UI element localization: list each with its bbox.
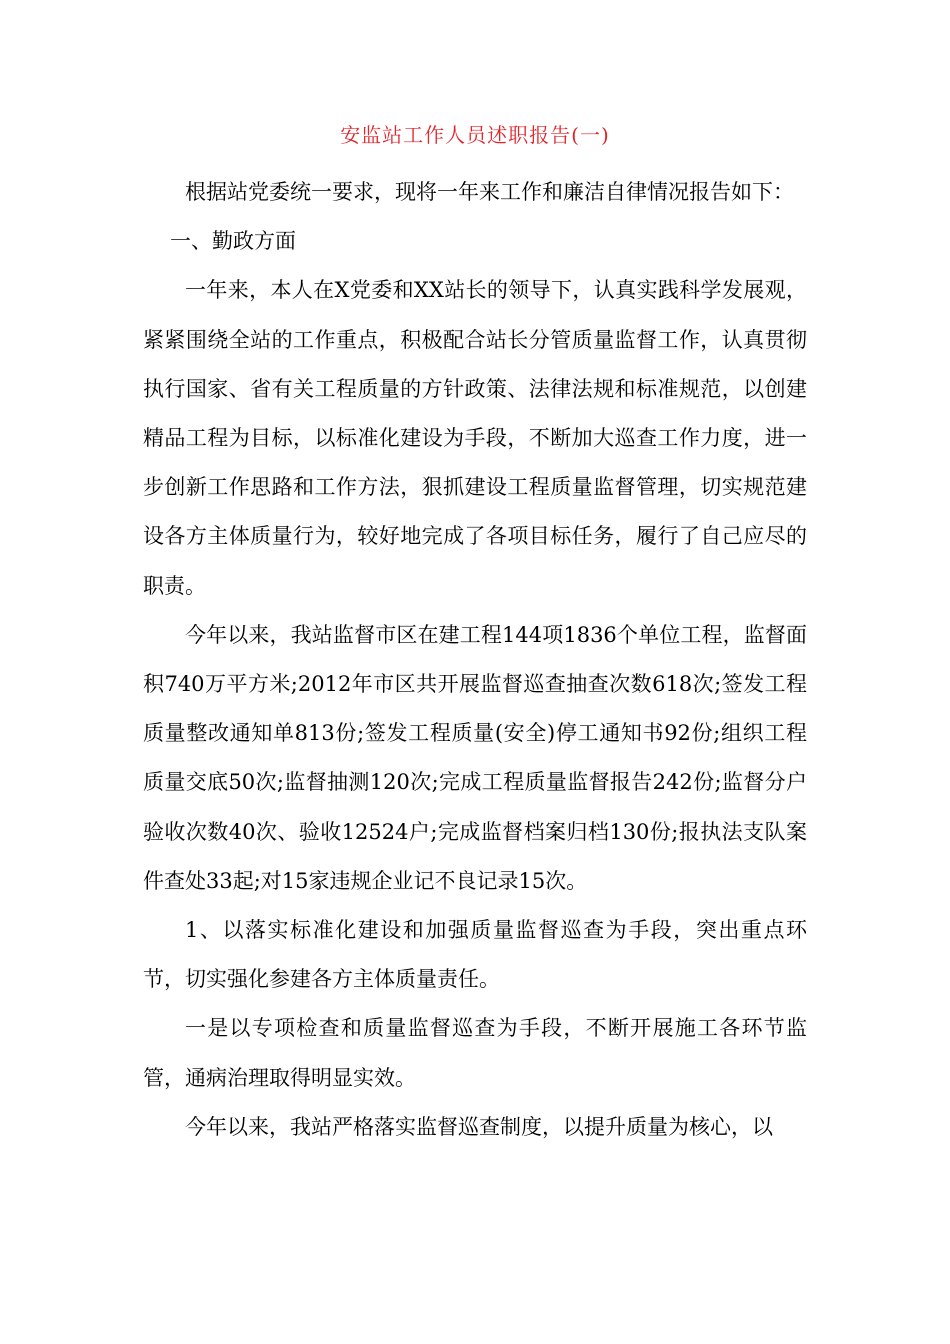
body-paragraph: 今年以来，我站严格落实监督巡查制度，以提升质量为核心，以	[185, 1114, 773, 1139]
body-paragraph: 今年以来，我站监督市区在建工程144项1836个单位工程，监督面积740万平方米;2012年市区共开展监督巡查抽查次数618次;签发工程质量整改通知单813份;签发工程质量(安全)停工通知书92份;组织工程质量交底50次;监督抽测120次;完成工程质量监督报告242份;监督分户验收次数40次、验收12524户;完成监督档案归档130份;报执法支队案件查处33起;对15家违规企业记不良记录15次。	[143, 622, 807, 893]
body-paragraph: 一年来，本人在X党委和XX站长的领导下，认真实践科学发展观，紧紧围绕全站的工作重点，积极配合站长分管质量监督工作，认真贯彻执行国家、省有关工程质量的方针政策、法律法规和标准规范，以创建精品工程为目标，以标准化建设为手段，不断加大巡查工作力度，进一步创新工作思路和工作方法，狠抓建设工程质量监督管理，切实规范建设各方主体质量行为，较好地完成了各项目标任务，履行了自己应尽的职责。	[143, 278, 807, 598]
document-title: 安监站工作人员述职报告(一)	[340, 123, 610, 147]
body-paragraph: 1、以落实标准化建设和加强质量监督巡查为手段，突出重点环节，切实强化参建各方主体质量责任。	[143, 918, 807, 992]
body-paragraph: 一是以专项检查和质量监督巡查为手段，不断开展施工各环节监管，通病治理取得明显实效。	[143, 1016, 807, 1090]
document-body	[143, 168, 807, 1152]
section-heading: 一、勤政方面	[170, 229, 296, 254]
intro-paragraph: 根据站党委统一要求，现将一年来工作和廉洁自律情况报告如下：	[185, 180, 794, 204]
